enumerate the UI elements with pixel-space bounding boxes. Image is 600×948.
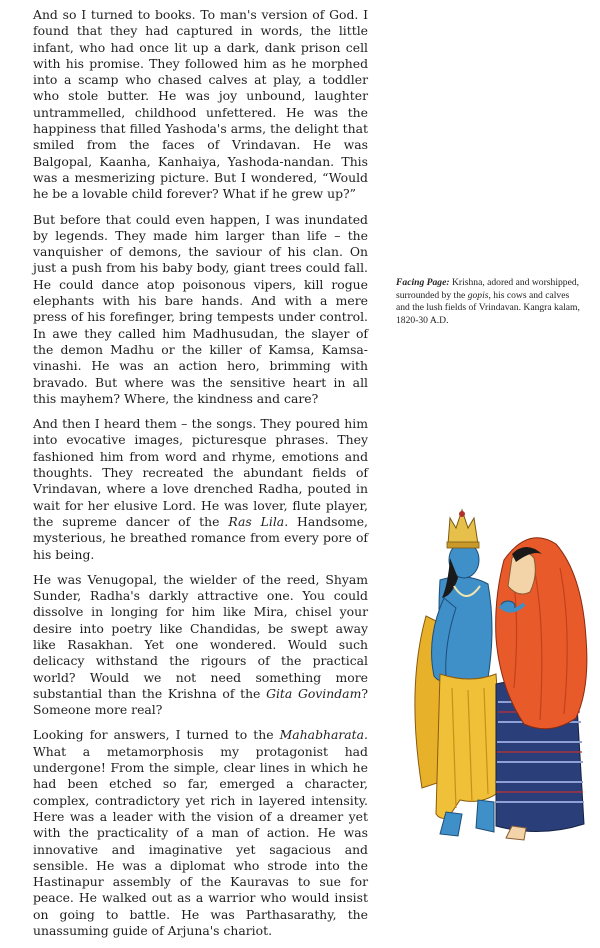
gita-govindam-term: Gita Govindam	[266, 685, 362, 701]
ras-lila-term: Ras Lila	[228, 513, 285, 529]
krishna-radha-painting	[400, 488, 596, 844]
paragraph-3: And then I heard them – the songs. They poured him into evocative images, picturesque phrases. They fashioned him from word and rhyme, emotions and thoughts. They recreated the abundant fields of Vrindavan, where a love drenched Radha, pouted in wait for her elusive Lord. He was lover, flute player, the supreme dancer of the Ras Lila. Handsome, mysterious, he breathed romance from every pore of his being.	[33, 416, 368, 562]
gopis-term: gopis	[467, 289, 489, 301]
paragraph-5: Looking for answers, I turned to the Mahabharata. What a metamorphosis my protagonist had undergone! From the simple, clear lines in which he had been etched so far, emerged a character, complex, contradictory yet rich in layered intensity. Here was a leader with the vision of a dreamer yet with the practicality of a man of action. He was innovative and imaginative yet sagacious and sensible. He was a diplomat who strode into the Hastinapur assembly of the Kauravas to sue for peace. He walked out as a warrior who would insist on going to battle. He was Parthasarathy, the unassuming guide of Arjuna's chariot.	[33, 727, 368, 939]
paragraph-2: But before that could even happen, I was inundated by legends. They made him larger than life – the vanquisher of demons, the saviour of his clan. On just a push from his baby body, giant trees could fall. He could dance atop poisonous vipers, kill rogue elephants with his bare hands. And with a mere press of his forefinger, bring tempests under control. In awe they called him Madhusudan, the slayer of the demon Madhu or the killer of Kamsa, Kamsa-vinashi. He was an action hero, brimming with bravado. But where was the sensitive heart in all this mayhem? Where, the kindness and care?	[33, 211, 368, 406]
paragraph-4: He was Venugopal, the wielder of the reed, Shyam Sunder, Radha's darkly attractive one. You could dissolve in longing for him like Mira, chisel your desire into poetry like Chandidas, be swept away like Rasakhan. Yet one wondered. Would such delicacy withstand the rigours of the practical world? Would we not need something more substantial than the Krishna of the Gita Govindam? Someone more real?	[33, 571, 368, 718]
figure-caption: Facing Page: Krishna, adored and worshipped, surrounded by the gopis, his cows and calves and the lush fields of Vrindavan. Kangra kalam, 1820-30 A.D.	[396, 277, 580, 326]
mahabharata-term: Mahabharata	[279, 727, 365, 743]
paragraph-1: And so I turned to books. To man's version of God. I found that they had captured in words, the little infant, who had once lit up a dark, dank prison cell with his promise. They followed him as he morphed into a scamp who chased calves at play, a toddler who stole butter. He was joy unbound, laughter untrammelled, childhood unfettered. He was the happiness that filled Yashoda's arms, the delight that smiled from the faces of Vrindavan. He was Balgopal, Kaanha, Kanhaiya, Yashoda-nandan. This was a mesmerizing picture. But I wondered, “Would he be a lovable child forever? What if he grew up?”	[33, 7, 368, 202]
body-text	[33, 7, 368, 948]
caption-lead: Facing Page:	[396, 277, 450, 288]
